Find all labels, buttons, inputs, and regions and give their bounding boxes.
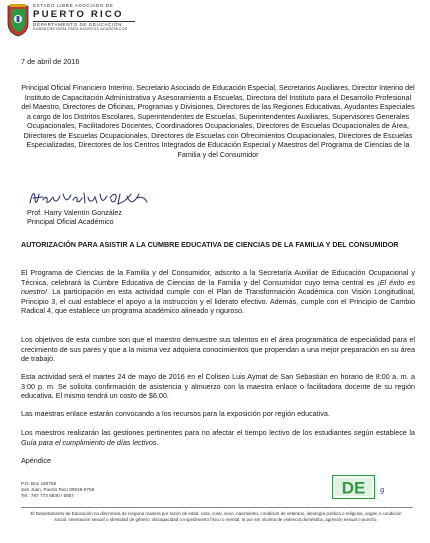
paragraph-2: Los objetivos de esta cumbre son que el maestro demuestre sus talentos en el área programática de especialidad para el crecimiento de sus pares y que a la misma vez adquiera conocimientos que propendan a una mejor preparación en su área de trabajo. (21, 335, 415, 364)
signer-name: Prof. Harry Valentín González (27, 208, 122, 217)
address-line-1: P.O. Box 190759 (21, 481, 57, 486)
letter-date: 7 de abril de 2016 (21, 57, 80, 66)
address-line-2: San Juan, Puerto Rico 00919-0759 (21, 487, 95, 492)
paragraph-1-text-end: . La participación en esta actividad cumple con el Plan de Transformación Académica con Visión Longitudinal, Principio 3, el cual establece el apoyo a la instrucción y el liderato efectivo. Además, cumple con el Principio de Cambio Radical 4, que establece un programa académico alineado y riguroso. (21, 287, 415, 316)
paragraph-5-emphasis: Guía para el cumplimiento de días lectivos (21, 437, 157, 447)
non-discrimination-notice: El Departamento de Educación no discrimina de ninguna manera por razón de edad, raza, color, sexo, nacimiento, condición de veterano, ideología política o religiosa, origen o condición social, orientación sexual o identidad de género, discapacidad o impedimento físico o mental; ni por ser víctima de violencia doméstica, agresión sexual o acecho. (30, 511, 402, 522)
letterhead-department: DEPARTAMENTO DE EDUCACIÓN (33, 22, 122, 28)
handwritten-signature (27, 188, 157, 208)
paragraph-1 (21, 268, 415, 316)
letterhead-subsecretariat: SUBSECRETARÍA PARA ASUNTOS ACADÉMICOS (33, 26, 128, 31)
mailing-address (21, 481, 94, 499)
letterhead (33, 4, 135, 31)
paragraph-3: Esta actividad será el martes 24 de mayo de 2016 en el Coliseo Luis Aymat de San Sebastián en horario de 8:00 a. m. a 3:00 p. m. Se solicita confirmación de asistencia y almuerzo con la maestra enlace o facilitadora docente de su región educativa. El mismo tendrá un costo de $6.00. (21, 372, 415, 401)
enclosure-label: Apéndice (21, 456, 51, 465)
logo-text: DE (341, 478, 366, 498)
coat-of-arms-icon (6, 3, 30, 37)
department-logo (332, 475, 394, 499)
paragraph-5-text-end: . (156, 437, 159, 447)
subject-heading: AUTORIZACIÓN PARA ASISTIR A LA CUMBRE EDUCATIVA DE CIENCIAS DE LA FAMILIA Y DEL CONSUMIDOR (21, 240, 399, 249)
paragraph-1-emphasis: ¡El éxito es nuestro! (21, 277, 415, 297)
recipients-block: Principal Oficial Financiero Interino, Secretario Asociado de Educación Especial, Secretarios Auxiliares, Director Interino del Instituto de Capacitación Administrativa y Asesoramiento a Escuelas, Directora del Instituto para el Desarrollo Profesional del Maestro, Directores de Oficinas, Programas y Divisiones, Directores de las Regiones Educativas, Ayudantes Especiales a cargo de los Distritos Escolares, Superintendentes de Escuelas, Superintendentes Auxiliares, Supervisores Generales Ocupacionales, Facilitadores Docentes, Coordinadores Ocupacionales, Directores de Escuelas Ocupacionales de Área, Directores de Escuelas Ocupacionales, Directores de Escuelas con Ofrecimientos Ocupacionales, Directores de Escuelas Especializadas, Directores de los Centros Integrados de Educación Especial y Maestros del Programa de Ciencias de la Familia y del Consumidor (21, 83, 415, 159)
paragraph-4: Las maestras enlace estarán convocando a los recursos para la exposición por región educativa. (21, 409, 330, 418)
logo-suffix: 9 (379, 487, 385, 496)
signer-title: Principal Oficial Académico (27, 217, 114, 226)
address-line-3: Tel.: 787 773 5830 / 5857 (21, 493, 74, 498)
paragraph-1-text: El Programa de Ciencias de la Familia y del Consumidor, adscrito a la Secretaría Auxiliar de Educación Ocupacional y Técnica, celebrará la Cumbre Educativa de Ciencias de la Familia y del Consumidor cuyo tema central es (21, 268, 415, 287)
letterhead-line-1: ESTADO LIBRE ASOCIADO DE (33, 3, 114, 8)
paragraph-5 (21, 428, 415, 447)
paragraph-5-text: Los maestros realizarán las gestiones pertinentes para no afectar el tiempo lectivo de los estudiantes según establece la (21, 428, 415, 437)
footer-divider (21, 507, 413, 508)
letterhead-title: PUERTO RICO (33, 8, 124, 20)
